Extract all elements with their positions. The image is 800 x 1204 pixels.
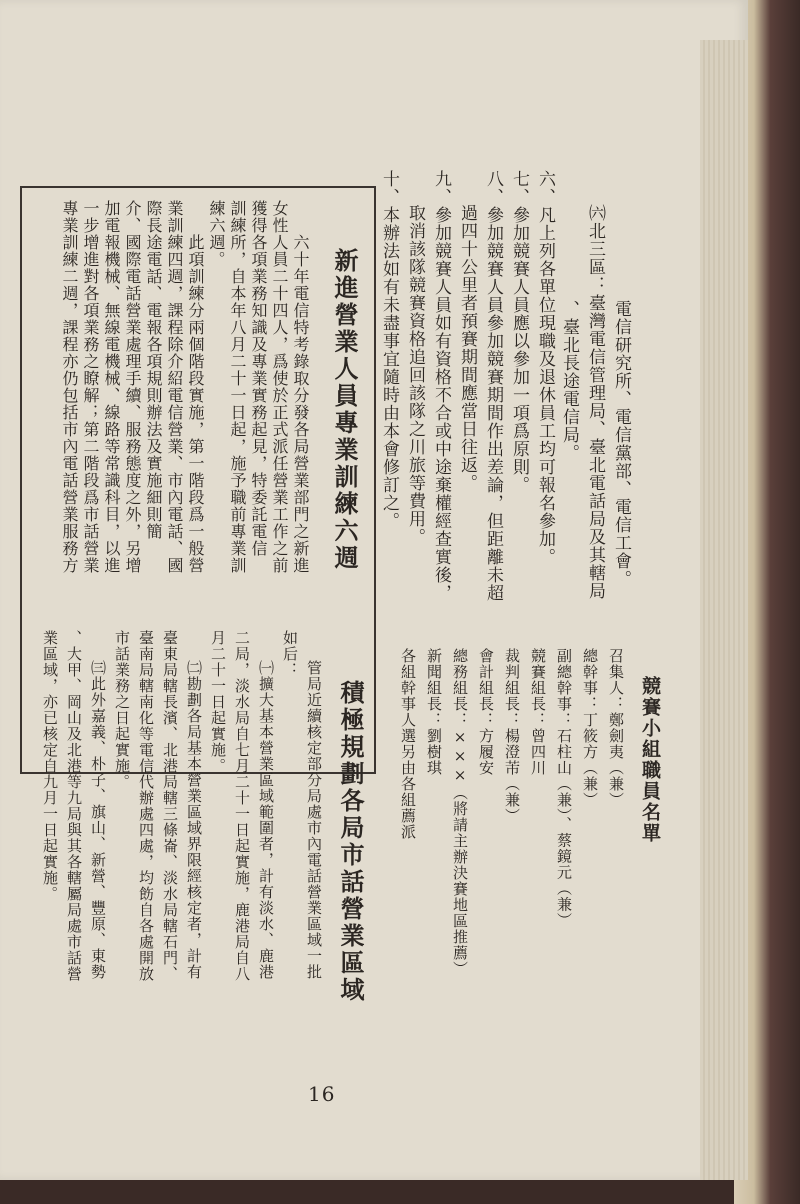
zoning-line: 如后： xyxy=(281,630,299,678)
zoning-line: 臺南局轄南化等電信代辦處四處，均飭自各處開放 xyxy=(137,630,155,982)
training-line: 加電報機械、無線電機械、線路等常識科目，以進 xyxy=(102,200,121,574)
committee-line: 競賽組長：曾四川 xyxy=(529,648,547,776)
training-article-title: 新進營業人員專業訓練六週 xyxy=(330,248,358,572)
rule-item-6-line: 六、凡上列各單位現職及退休員工均可報名參加。 xyxy=(535,170,555,566)
north-area-line-3: 、臺北長途電信局。 xyxy=(559,300,579,462)
committee-line: 副總幹事：石柱山（兼）、蔡鏡元（兼） xyxy=(555,648,573,929)
training-line: 練六週。 xyxy=(207,200,226,268)
zoning-line: ㈢此外嘉義、朴子、旗山、新營、豐原、東勢 xyxy=(89,660,107,980)
zoning-line: ㈡勘劃各局基本營業區域界限經核定者，計有 xyxy=(185,660,203,980)
zoning-line: 管局近續核定部分局處市內電話營業區域一批 xyxy=(305,660,323,980)
zoning-line: 月二十一日起實施。 xyxy=(209,630,227,774)
zoning-line: 臺東局轄長濱、北港局轄三條崙、淡水局轄石門、 xyxy=(161,630,179,982)
training-line: 訓練所，自本年八月二十一日起，施予職前專業訓 xyxy=(228,200,247,574)
training-line: 此項訓練分兩個階段實施，第一階段爲一般營 xyxy=(186,234,205,574)
zoning-line: 市話業務之日起實施。 xyxy=(113,630,131,790)
page-edges xyxy=(700,40,748,1180)
committee-line: 各組幹事人選另由各組薦派 xyxy=(399,648,417,840)
committee-line: 新聞組長：劉樹琪 xyxy=(425,648,443,776)
north-area-line-2: ㈥北三區：臺灣電信管理局、臺北電話局及其轄局 xyxy=(585,204,605,600)
zoning-line: 、大甲、岡山及北港等九局與其各轄屬局處市話營 xyxy=(65,630,83,982)
training-line: 介、國際電話營業處理手續、服務態度之外，另增 xyxy=(123,200,142,574)
rule-item-10-line: 十、本辦法如有未盡事宜隨時由本會修訂之。 xyxy=(379,170,399,530)
committee-line: 總幹事：丁筱方（兼） xyxy=(581,648,599,808)
zoning-line: 業區域，亦已核定自九月一日起實施。 xyxy=(41,630,59,902)
committee-line: 裁判組長：楊澄芾（兼） xyxy=(503,648,521,824)
zoning-line: 二局，淡水局自七月二十一日起實施，鹿港局自八 xyxy=(233,630,251,982)
training-line: 專業訓練二週，課程亦仍包括市內電話營業服務方 xyxy=(60,200,79,574)
rule-item-9-cont: 取消該隊競賽資格追回該隊之川旅等費用。 xyxy=(405,204,425,546)
training-line: 際長途電話、電報各項規則辦法及實施細則簡 xyxy=(144,200,163,540)
rule-item-8-cont: 過四十公里者預賽期間應當日往返。 xyxy=(457,204,477,492)
training-line: 女性人員二十四人，爲使於正式派任營業工作之前 xyxy=(270,200,289,574)
committee-title: 競賽小組職員名單 xyxy=(639,676,661,844)
zoning-article-title: 積極規劃各局市話營業區域 xyxy=(336,680,364,1004)
rule-item-9-line: 九、參加競賽人員如有資格不合或中途棄權經查實後， xyxy=(431,170,451,602)
committee-line: 召集人：鄭劍夷（兼） xyxy=(607,648,625,808)
page-number: 16 xyxy=(308,1082,336,1106)
training-line: 獲得各項業務知識及專業實務起見，特委託電信 xyxy=(249,200,268,557)
north-area-line-1: 電信研究所、電信黨部、電信工會。 xyxy=(611,300,631,588)
rule-item-8-line: 八、參加競賽人員參加競賽期間作出差論，但距離未超 xyxy=(483,170,503,602)
training-line: 六十年電信特考錄取分發各局營業部門之新進 xyxy=(291,234,310,574)
training-line: 一步增進對各項業務之瞭解；第二階段爲市話營業 xyxy=(81,200,100,574)
zoning-line: ㈠擴大基本營業區域範圍者，計有淡水、鹿港 xyxy=(257,660,275,980)
rule-item-7-line: 七、參加競賽人員應以參加一項爲原則。 xyxy=(509,170,529,494)
training-line: 業訓練四週，課程除介紹電信營業、市內電話、國 xyxy=(165,200,184,574)
committee-line: 總務組長：×××（將請主辦決賽地區推薦） xyxy=(451,648,469,977)
committee-line: 會計組長：方履安 xyxy=(477,648,495,776)
